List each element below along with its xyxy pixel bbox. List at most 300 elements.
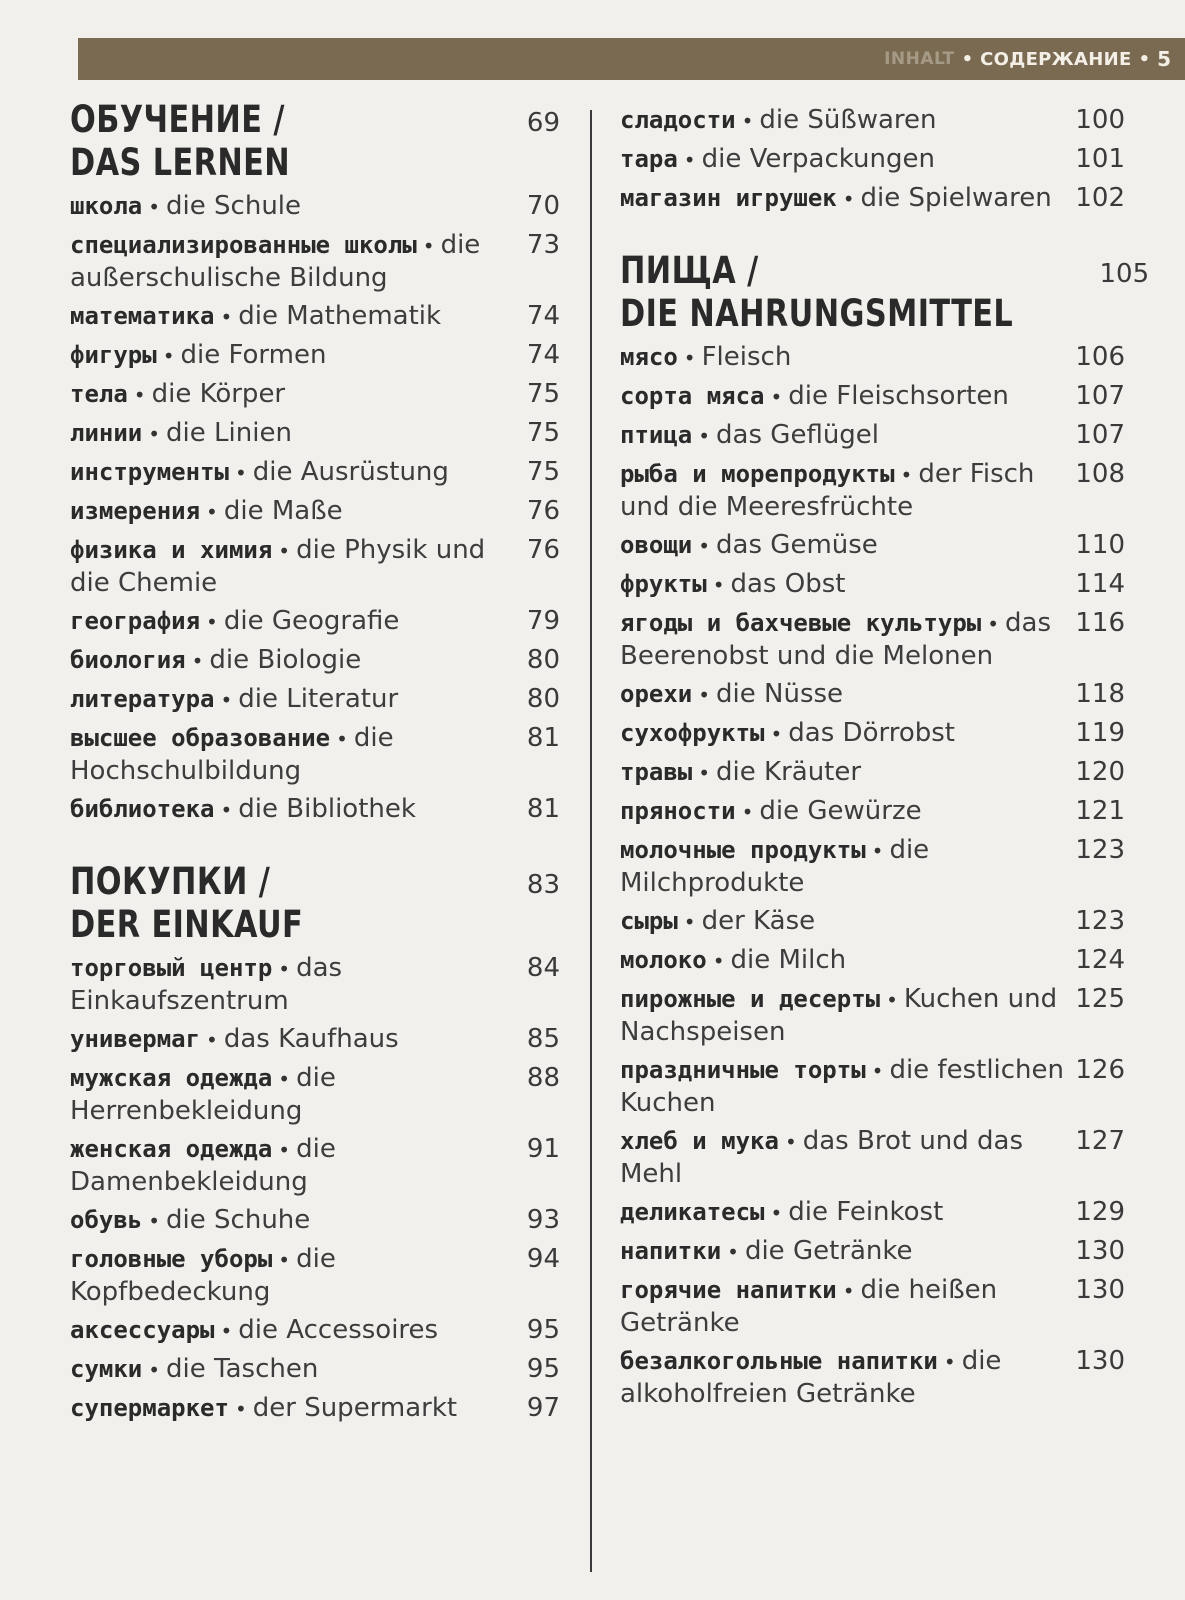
entry-german: die Spielwaren (860, 183, 1052, 213)
toc-entry-text (70, 793, 517, 826)
toc-entry (620, 143, 1125, 176)
toc-entry-text (620, 1235, 1065, 1268)
toc-entry (70, 1314, 560, 1347)
entry-russian: деликатесы (620, 1198, 765, 1226)
entry-german: das Obst (730, 569, 846, 599)
toc-entry (620, 1196, 1125, 1229)
toc-entry-text (620, 944, 1065, 977)
entry-page-number: 91 (526, 1134, 560, 1164)
bullet-icon: • (206, 1028, 218, 1052)
entry-page-number: 123 (1075, 835, 1125, 865)
entry-page-number: 81 (526, 723, 560, 753)
toc-entry (70, 1204, 560, 1237)
section-title (70, 98, 290, 184)
bullet-icon: • (234, 1397, 247, 1421)
section-title-line: ОБУЧЕНИЕ / (70, 98, 285, 141)
bullet-icon: • (278, 1248, 291, 1272)
entry-russian: биология (70, 646, 186, 674)
entry-page-number: 107 (1075, 381, 1125, 411)
toc-entry (620, 1125, 1125, 1190)
entry-page-number: 123 (1075, 906, 1125, 936)
header-bar (78, 38, 1185, 80)
toc-entry (70, 300, 560, 333)
toc-entry-text (70, 1314, 517, 1347)
entry-russian: супермаркет (70, 1394, 229, 1422)
toc-entry-text (620, 607, 1065, 672)
toc-entry-text (620, 1196, 1065, 1229)
toc-entry-text (620, 143, 1065, 176)
section-title-line: ПИЩА / (620, 249, 759, 292)
toc-entry-text (70, 417, 517, 450)
toc-entry (620, 529, 1125, 562)
entry-german: die Körper (151, 379, 286, 409)
toc-entry-text (620, 1125, 1065, 1190)
toc-entry-text (70, 1023, 517, 1056)
bullet-icon: • (278, 1067, 291, 1091)
entry-german: die Verpackungen (701, 144, 935, 174)
entry-page-number: 74 (526, 340, 560, 370)
toc-entry (70, 1133, 560, 1198)
bullet-icon: • (422, 234, 435, 258)
entry-page-number: 74 (526, 301, 560, 331)
toc-entry (620, 905, 1125, 938)
entry-german: die Feinkost (788, 1197, 944, 1227)
entry-russian: высшее образование (70, 724, 331, 752)
toc-entry (620, 419, 1125, 452)
left-column (70, 98, 560, 1425)
entry-page-number: 130 (1075, 1346, 1125, 1376)
entry-german: die Kopfbedeckung (70, 1244, 336, 1307)
entry-page-number: 130 (1075, 1275, 1125, 1305)
toc-entry-text (70, 378, 517, 411)
toc-entry (70, 339, 560, 372)
toc-entry (70, 793, 560, 826)
entry-russian: фрукты (620, 570, 707, 598)
entry-page-number: 75 (526, 418, 560, 448)
entry-page-number: 97 (526, 1393, 560, 1423)
entry-russian: школа (70, 192, 143, 220)
bullet-icon: • (206, 610, 218, 634)
entry-russian: ягоды и бахчевые культуры (620, 609, 982, 637)
toc-entry-text (70, 1062, 517, 1127)
toc-entry-text (620, 1054, 1065, 1119)
toc-entry-text (70, 722, 517, 787)
toc-entry-text (620, 678, 1065, 711)
entry-page-number: 73 (526, 230, 560, 260)
entry-russian: сухофрукты (620, 719, 765, 747)
entry-german: die Herrenbekleidung (70, 1063, 336, 1126)
bullet-icon: • (842, 187, 855, 211)
entry-russian: физика и химия (70, 536, 273, 564)
bullet-icon: • (336, 727, 348, 751)
toc-entry (70, 605, 560, 638)
entry-german: der Fisch und die Meeresfrüchte (620, 459, 1035, 522)
entry-page-number: 75 (526, 457, 560, 487)
toc-entry (620, 458, 1125, 523)
entry-russian: пряности (620, 797, 736, 825)
toc-entry (70, 1062, 560, 1127)
entry-german: Fleisch (701, 342, 792, 372)
toc-entry (70, 378, 560, 411)
bullet-icon: • (133, 383, 146, 407)
bullet-icon: • (206, 500, 218, 524)
entry-russian: магазин игрушек (620, 184, 837, 212)
toc-entry-text (70, 339, 517, 372)
toc-entry-text (70, 495, 517, 528)
entry-russian: молочные продукты (620, 836, 866, 864)
entry-german: die Hochschulbildung (70, 723, 394, 786)
entry-russian: библиотека (70, 795, 215, 823)
entry-german: der Käse (701, 906, 816, 936)
entry-russian: безалкогольные напитки (620, 1347, 938, 1375)
section-title-line: ПОКУПКИ / (70, 860, 271, 903)
entry-german: die Milch (730, 945, 847, 975)
entry-russian: молоко (620, 946, 707, 974)
bullet-icon: • (698, 424, 711, 448)
entry-german: die Ausrüstung (252, 457, 449, 487)
entry-german: das Brot und das Mehl (620, 1126, 1024, 1189)
section-heading (70, 860, 560, 946)
bullet-icon: • (741, 800, 754, 824)
entry-page-number: 95 (526, 1315, 560, 1345)
bullet-icon: • (148, 422, 161, 446)
entry-russian: специализированные школы (70, 231, 417, 259)
toc-entry-text (620, 568, 1065, 601)
toc-entry-text (70, 190, 517, 223)
header-separator: • (961, 48, 974, 70)
toc-entry (620, 380, 1125, 413)
bullet-icon: • (712, 573, 725, 597)
toc-entry (620, 1235, 1125, 1268)
entry-german: Kuchen und Nachspeisen (620, 984, 1058, 1047)
entry-page-number: 81 (526, 794, 560, 824)
bullet-icon: • (278, 957, 291, 981)
entry-page-number: 107 (1075, 420, 1125, 450)
toc-entry-text (70, 534, 517, 599)
entry-page-number: 126 (1075, 1055, 1125, 1085)
toc-entry-text (620, 529, 1065, 562)
bullet-icon: • (683, 910, 696, 934)
section-heading (70, 98, 560, 184)
entry-german: das Gemüse (716, 530, 878, 560)
entry-german: die Nüsse (716, 679, 844, 709)
toc-entry-text (620, 1274, 1065, 1339)
bullet-icon: • (220, 305, 233, 329)
entry-page-number: 120 (1075, 757, 1125, 787)
right-column (620, 98, 1150, 1410)
header-page-number: 5 (1157, 47, 1171, 71)
entry-russian: инструменты (70, 458, 229, 486)
entry-german: die Maße (223, 496, 343, 526)
section-page-number: 83 (526, 870, 560, 900)
toc-entry-text (620, 756, 1065, 789)
entry-german: die Gewürze (759, 796, 922, 826)
toc-entry (70, 495, 560, 528)
entry-page-number: 127 (1075, 1126, 1125, 1156)
entry-page-number: 88 (526, 1063, 560, 1093)
entry-page-number: 93 (526, 1205, 560, 1235)
toc-entry (70, 644, 560, 677)
entry-page-number: 130 (1075, 1236, 1125, 1266)
entry-page-number: 95 (526, 1354, 560, 1384)
entry-german: die Literatur (238, 684, 399, 714)
bullet-icon: • (220, 688, 233, 712)
toc-entry-text (70, 644, 517, 677)
bullet-icon: • (987, 612, 1000, 636)
entry-russian: обувь (70, 1206, 143, 1234)
entry-german: die Physik und die Chemie (70, 535, 486, 598)
entry-page-number: 79 (526, 606, 560, 636)
toc-entry (620, 834, 1125, 899)
entry-russian: сорта мяса (620, 382, 765, 410)
toc-entry-text (620, 1345, 1065, 1410)
entry-german: die Linien (166, 418, 292, 448)
bullet-icon: • (148, 1209, 161, 1233)
entry-german: der Supermarkt (252, 1393, 458, 1423)
toc-entry-text (620, 182, 1065, 215)
entry-russian: сладости (620, 106, 736, 134)
entry-page-number: 94 (526, 1244, 560, 1274)
bullet-icon: • (727, 1240, 739, 1264)
bullet-icon: • (191, 649, 204, 673)
entry-russian: универмаг (70, 1025, 201, 1053)
entry-german: die Biologie (209, 645, 362, 675)
toc-entry (70, 190, 560, 223)
entry-russian: рыба и морепродукты (620, 460, 895, 488)
bullet-icon: • (220, 1319, 233, 1343)
bullet-icon: • (871, 1059, 884, 1083)
entry-german: die Mathematik (238, 301, 442, 331)
bullet-icon: • (278, 539, 291, 563)
entry-page-number: 129 (1075, 1197, 1125, 1227)
bullet-icon: • (784, 1130, 797, 1154)
entry-german: die Schuhe (166, 1205, 311, 1235)
toc-entry-text (620, 458, 1065, 523)
entry-german: das Dörrobst (788, 718, 955, 748)
toc-entry (70, 1353, 560, 1386)
entry-german: die alkoholfreien Getränke (620, 1346, 1002, 1409)
entry-page-number: 76 (526, 535, 560, 565)
toc-entry (620, 678, 1125, 711)
header-inhalt: INHALT (884, 49, 955, 69)
entry-page-number: 102 (1075, 183, 1125, 213)
entry-russian: география (70, 607, 201, 635)
entry-german: die Getränke (744, 1236, 913, 1266)
header-separator: • (1138, 48, 1151, 70)
bullet-icon: • (220, 798, 233, 822)
section-gap (620, 215, 1125, 249)
entry-russian: фигуры (70, 341, 157, 369)
toc-entry (70, 417, 560, 450)
toc-entry-text (70, 300, 517, 333)
toc-entry (70, 683, 560, 716)
toc-entry (70, 229, 560, 294)
section-page-number: 105 (1099, 259, 1150, 289)
toc-entry (70, 1392, 560, 1425)
entry-russian: пирожные и десерты (620, 985, 881, 1013)
header-title: СОДЕРЖАНИЕ (980, 48, 1132, 70)
section-gap (70, 826, 560, 860)
bullet-icon: • (886, 988, 898, 1012)
toc-entry-text (70, 683, 517, 716)
column-divider (590, 110, 592, 1572)
toc-entry-text (70, 605, 517, 638)
toc-entry (620, 983, 1125, 1048)
entry-page-number: 108 (1075, 459, 1125, 489)
entry-page-number: 119 (1075, 718, 1125, 748)
toc-entry-text (70, 1133, 517, 1198)
toc-entry (70, 722, 560, 787)
bullet-icon: • (698, 683, 711, 707)
bullet-icon: • (698, 761, 711, 785)
entry-german: die Formen (180, 340, 327, 370)
entry-page-number: 101 (1075, 144, 1125, 174)
bullet-icon: • (234, 461, 247, 485)
entry-german: die Accessoires (238, 1315, 439, 1345)
toc-entry-text (70, 1353, 517, 1386)
entry-page-number: 80 (526, 684, 560, 714)
entry-german: die Schule (166, 191, 302, 221)
entry-page-number: 110 (1075, 530, 1125, 560)
toc-entry (620, 1345, 1125, 1410)
toc-entry-text (620, 983, 1065, 1048)
entry-russian: торговый центр (70, 954, 273, 982)
entry-russian: измерения (70, 497, 201, 525)
entry-page-number: 116 (1075, 608, 1125, 638)
toc-entry (620, 104, 1125, 137)
section-heading (620, 249, 1150, 335)
entry-page-number: 76 (526, 496, 560, 526)
toc-entry-text (620, 717, 1065, 750)
bullet-icon: • (698, 534, 711, 558)
bullet-icon: • (770, 1201, 783, 1225)
bullet-icon: • (683, 148, 696, 172)
entry-german: das Kaufhaus (223, 1024, 399, 1054)
toc-entry-text (620, 419, 1065, 452)
entry-russian: травы (620, 758, 693, 786)
entry-german: die Kräuter (716, 757, 862, 787)
entry-russian: птица (620, 421, 693, 449)
bullet-icon: • (943, 1350, 956, 1374)
entry-russian: тела (70, 380, 128, 408)
toc-entry (70, 1243, 560, 1308)
entry-german: die Geografie (223, 606, 400, 636)
entry-russian: праздничные торты (620, 1056, 866, 1084)
entry-page-number: 84 (526, 953, 560, 983)
entry-russian: головные уборы (70, 1245, 273, 1273)
toc-entry-text (620, 795, 1065, 828)
toc-entry-text (70, 1392, 517, 1425)
entry-russian: сыры (620, 907, 678, 935)
entry-russian: аксессуары (70, 1316, 215, 1344)
bullet-icon: • (712, 949, 725, 973)
entry-german: die Fleischsorten (788, 381, 1009, 411)
toc-entry (620, 795, 1125, 828)
toc-entry (70, 1023, 560, 1056)
toc-entry-text (620, 834, 1065, 899)
entry-german: das Einkaufszentrum (70, 953, 343, 1016)
entry-russian: линии (70, 419, 143, 447)
entry-russian: орехи (620, 680, 693, 708)
bullet-icon: • (278, 1138, 291, 1162)
entry-russian: мясо (620, 343, 678, 371)
section-page-number: 69 (526, 108, 560, 138)
toc-entry-text (70, 456, 517, 489)
toc-entry (620, 1054, 1125, 1119)
entry-page-number: 75 (526, 379, 560, 409)
entry-russian: женская одежда (70, 1135, 273, 1163)
entry-german: die Bibliothek (238, 794, 416, 824)
entry-german: die außerschulische Bildung (70, 230, 481, 293)
section-title-line: DIE NAHRUNGSMITTEL (620, 292, 1014, 335)
entry-german: die heißen Getränke (620, 1275, 998, 1338)
toc-entry (620, 717, 1125, 750)
entry-russian: напитки (620, 1237, 722, 1265)
bullet-icon: • (842, 1279, 855, 1303)
entry-page-number: 114 (1075, 569, 1125, 599)
toc-entry-text (70, 1204, 517, 1237)
bullet-icon: • (770, 722, 783, 746)
entry-russian: хлеб и мука (620, 1127, 779, 1155)
entry-german: die Taschen (166, 1354, 319, 1384)
entry-page-number: 100 (1075, 105, 1125, 135)
entry-page-number: 85 (526, 1024, 560, 1054)
section-title (70, 860, 303, 946)
entry-german: das Geflügel (716, 420, 880, 450)
toc-entry-text (70, 952, 517, 1017)
entry-page-number: 125 (1075, 984, 1125, 1014)
entry-page-number: 106 (1075, 342, 1125, 372)
toc-entry-text (620, 905, 1065, 938)
toc-entry-text (620, 104, 1065, 137)
entry-page-number: 124 (1075, 945, 1125, 975)
entry-russian: горячие напитки (620, 1276, 837, 1304)
entry-russian: мужская одежда (70, 1064, 273, 1092)
entry-german: die Damenbekleidung (70, 1134, 336, 1197)
entry-page-number: 80 (526, 645, 560, 675)
toc-entry (620, 607, 1125, 672)
bullet-icon: • (148, 1358, 161, 1382)
bullet-icon: • (162, 344, 175, 368)
toc-entry (620, 944, 1125, 977)
entry-russian: тара (620, 145, 678, 173)
toc-entry (620, 568, 1125, 601)
bullet-icon: • (900, 463, 913, 487)
entry-russian: сумки (70, 1355, 143, 1383)
toc-entry (70, 952, 560, 1017)
section-title-line: DAS LERNEN (70, 141, 291, 184)
bullet-icon: • (741, 109, 754, 133)
entry-page-number: 121 (1075, 796, 1125, 826)
entry-german: die festlichen Kuchen (620, 1055, 1065, 1118)
toc-entry-text (620, 380, 1065, 413)
entry-russian: овощи (620, 531, 693, 559)
toc-entry (620, 341, 1125, 374)
bullet-icon: • (770, 385, 783, 409)
bullet-icon: • (683, 346, 696, 370)
toc-entry (70, 534, 560, 599)
bullet-icon: • (871, 839, 884, 863)
entry-russian: математика (70, 302, 215, 330)
section-title (620, 249, 1013, 335)
entry-german: die Milchprodukte (620, 835, 930, 898)
toc-entry-text (620, 341, 1065, 374)
toc-entry-text (70, 1243, 517, 1308)
entry-german: die Süßwaren (759, 105, 937, 135)
entry-page-number: 118 (1075, 679, 1125, 709)
toc-entry (620, 756, 1125, 789)
entry-russian: литература (70, 685, 215, 713)
